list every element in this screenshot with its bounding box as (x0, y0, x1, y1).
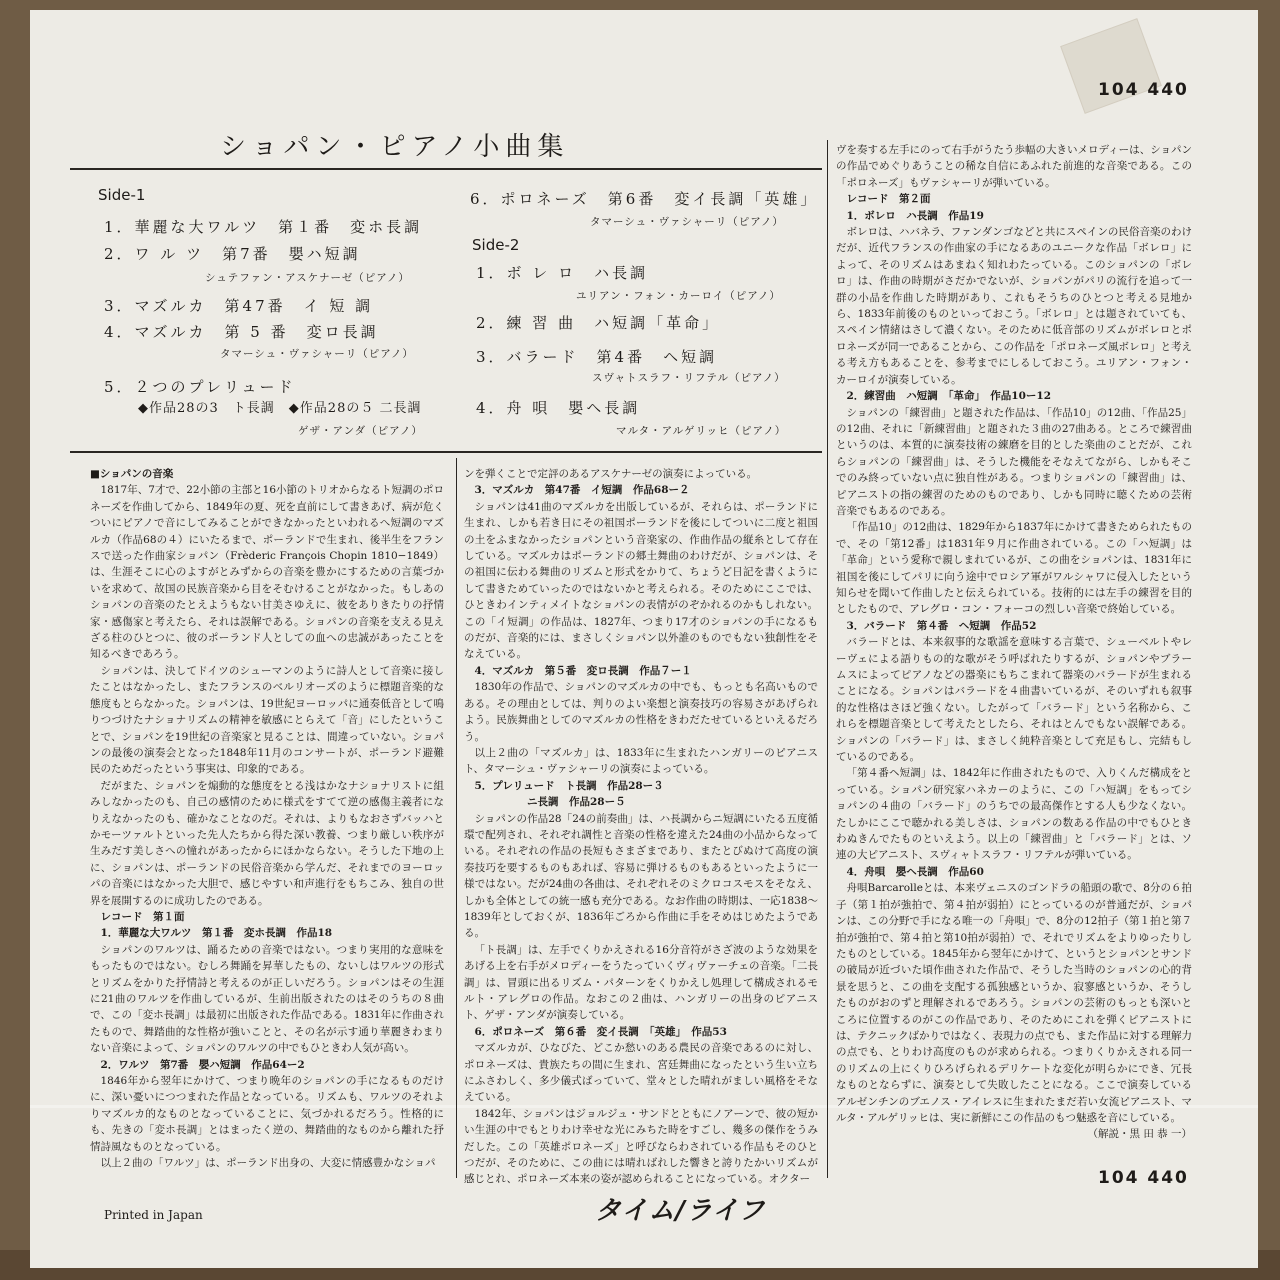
side2-track-4-performer: マルタ・アルゲリッヒ（ピアノ） (616, 425, 787, 437)
side2-track-4: 4．舟 唄 嬰ヘ長調 (476, 399, 641, 417)
notes-paragraph: バラードとは、本来叙事的な歌謡を意味する言葉で、シューベルトやレーヴェによる語りもの的な歌がそう呼ばれたりするが、ショパンやブラームスによってピアノなどの器楽にもちこまれて器楽のバラードが生まれることになる。ショパンはバラードを４曲書いているが、そのいずれも叙事的な性格はさほど強くない。したがって「バラード」という名称から、これらを標題音楽として考えたとしたら、それはとんでもない誤解である。ショパンの「バラード」は、まさしく純粋音楽として充足もし、完結もしているのである。 (836, 636, 1192, 764)
side1-track-5-performer: ゲザ・アンダ（ピアノ） (298, 425, 423, 437)
piece-heading: 6．ポロネーズ 第６番 変イ長調 「英雄」 作品53 (474, 1025, 727, 1038)
side1-track-5: 5．２つのプレリュード (104, 378, 296, 396)
printed-in-japan: Printed in Japan (104, 1208, 203, 1222)
notes-paragraph: 1846年から翌年にかけて、つまり晩年のショパンの手になるものだけに、深い憂いにつつまれた作品となっている。リズムも、ワルツのそれよりマズルカ的なものとなっていることに、気づかれるだろう。性格的にも、先きの「変ホ長調」とはまったく逆の、舞踏曲的なものから離れた抒情詩風なものとなっている。 (90, 1075, 444, 1153)
piece-heading: 4．舟唄 嬰ヘ長調 作品60 (846, 865, 984, 878)
piece-heading: 2．練習曲 ハ短調 「革命」 作品10ー12 (846, 390, 1052, 403)
side1-track-4-performer: タマーシュ・ヴァシャーリ（ピアノ） (220, 348, 414, 360)
liner-notes-sheet (30, 10, 1258, 1268)
notes-column-2 (464, 466, 818, 1186)
notes-paragraph: ショパンの「練習曲」と題された作品は、「作品10」の12曲、「作品25」の12曲、それに「新練習曲」と題された３曲の27曲ある。ところで練習曲というのは、本質的に演奏技術の練磨を目的とした楽曲のことだが、これらショパンの「練習曲」は、そうした機能をそなえてながら、しかもそこでのみ終っていない点に独自性がある。つまりショパンの「練習曲」は、ピアニストの指の練習のためのものであり、しかも同時に聴くための芸術音楽でもあるのである。 (836, 406, 1192, 517)
notes-paragraph: ショパンは、決してドイツのシューマンのように詩人として音楽に接したことはなかったし、またフランスのベルリオーズのように標題音楽的な態度もとらなかった。ショパンは、19世紀ヨーロッパに通奏低音として鳴りつづけたナショナリズムの精神を敏感にとらえて「音」にしたということで、ショパンを19世紀の音楽家と見ることは、間違っていない。ショパンの最後の演奏会となった1848年11月のコンサートが、ポーランド避難民のためだったという事実は、印象的である。 (90, 664, 444, 776)
album-title: ショパン・ピアノ小曲集 (220, 132, 570, 162)
tracklist-rule (70, 451, 822, 453)
column-divider-1 (456, 458, 457, 1178)
side1-track-6: 6．ポロネーズ 第6番 変イ長調「英雄」 (470, 190, 819, 208)
piece-heading: 2．ワルツ 第7番 嬰ハ短調 作品64ー2 (100, 1058, 305, 1071)
notes-paragraph: だがまた、ショパンを煽動的な態度をとる浅はかなナショナリストに組みしなかったのも、自己の感情のために様式をすてて逆の感傷主義者になりえなかったのも、確かなことなのだ。それは、よりもなおさずバッハとかモーツァルトといった先人たちから得た深い教養、つまり厳しい秩序が生みだす美しさへの憧れがあったからにほかならない。そうした下地の上に、ショパンは、ポーランドの民俗音楽から学んだ、それまでのヨーロッパの音楽にはなかった大胆で、感じやすい和声進行をもちこみ、独自の世界を展開するのに成功したのである。 (90, 779, 444, 907)
time-life-logo: タイム/ライフ (595, 1196, 766, 1226)
notes-paragraph: 「作品10」の12曲は、1829年から1837年にかけて書きためられたもので、その「第12番」は1831年９月に作曲されている。この「ハ短調」は「革命」という愛称で親しまれているが、この曲をショパンは、1831年に祖国を後にしてパリに向う途中でロシア軍がワルシャワに侵入したという知らせを聞いて作曲したと伝えられている。技術的には左手の練習を目的としたもので、アレグロ・コン・フォーコの烈しい音楽で終始している。 (836, 521, 1192, 616)
side1-track-6-performer: タマーシュ・ヴァシャーリ（ピアノ） (590, 216, 784, 228)
side2-track-2: 2．練 習 曲 ハ短調「革命」 (476, 314, 721, 332)
notes-paragraph: 舟唄Barcarolleとは、本来ヴェニスのゴンドラの船頭の歌で、8分の６拍子（第１拍が強拍で、第４拍が弱拍）にとっているのが普通だが、ショパンは、この分野で手になる唯一の「舟唄」で、8分の12拍子（第１拍と第７拍が強拍で、第４拍と第10拍が弱拍）で、それでリズムをよりゆったりしたものとしている。1845年から翌年にかけて、というとショパンとサンドの破局が近づいた頃作曲された作品で、そうした当時のショパンの心的背景を思うと、この曲を支配する孤独感というか、寂寥感というか、そうしたものがおのずと理解されるであろう。ショパンの芸術のもっとも深いところに位置するのがこの作品であり、そのためにこれを弾くピアニストには、テクニックばかりではなく、表現力の点でも、また作品に対する理解力の点でも、とりわけ高度のものが求められる。つまりくりかえされる同一のリズムの上にくりひろげられるデリケートな変化が明らかにでき、冗長なものとならずに、演奏として失敗したことになる。ここで演奏しているアルゼンチンのブエノス・アイレスに生まれたまだ若い女流ピアニスト、マルタ・アルゲリッヒは、実に新鮮にこの作品のもつ魅惑を音にしている。 (836, 882, 1192, 1124)
side1-track-1: 1．華麗な大ワルツ 第１番 変ホ長調 (104, 218, 423, 236)
catalog-number-bottom: 104 440 (1098, 1168, 1189, 1188)
piece-heading: 3．マズルカ 第47番 イ短調 作品68ー２ (474, 484, 690, 497)
side2-label: Side-2 (472, 236, 520, 254)
notes-paragraph: 以上２曲の「ワルツ」は、ポーランド出身の、大変に情感豊かなショパ (100, 1157, 436, 1170)
side1-track-2-performer: シュテファン・アスケナーゼ（ピアノ） (205, 272, 410, 284)
piece-heading: 1．華麗な大ワルツ 第１番 変ホ長調 作品18 (100, 927, 333, 940)
notes-paragraph: 「ト長調」は、左手でくりかえされる16分音符がさざ波のような効果をあげる上を右手がメロディーをうたっていくヴィヴァーチェの音楽。「二長調」は、冒頭に出るリズム・パターンをくりかえし処理して構成されるモルト・アレグロの作品。なおこの２曲は、ハンガリーの出身のピアニスト、ゲザ・アンダが演奏している。 (464, 943, 818, 1022)
piece-heading: ニ長調 作品28ー５ (527, 796, 626, 809)
notes-column-3 (836, 142, 1192, 1172)
notes-paragraph: ンを弾くことで定評のあるアスケナーゼの演奏によっている。 (464, 468, 758, 480)
record-side-heading: レコード 第１面 (100, 910, 185, 923)
piece-heading: 4．マズルカ 第５番 変ロ長調 作品７ー１ (474, 664, 692, 677)
side2-track-1: 1．ボ レ ロ ハ長調 (476, 264, 649, 282)
column-divider-2 (827, 140, 828, 1178)
notes-paragraph: ショパンのワルツは、踊るための音楽ではない。つまり実用的な意味をもったものではない。むしろ舞踊を昇華したもの、ないしはワルツの形式とリズムをかりた抒情詩と考えるのが正しいだろう。ショパンはその生涯に21曲のワルツを作曲しているが、生前出版されたのはそのうちの８曲で、この「変ホ長調」は最初に出版された作品である。1831年に作曲されたもので、舞踏曲的な性格が強いことと、その名が示す通り華麗きわまりない音楽によって、ショパンのワルツの中でもひときわ人気が高い。 (90, 943, 444, 1055)
side1-track-2: 2．ワ ル ツ 第7番 嬰ハ短調 (104, 245, 361, 263)
side1-track-4: 4．マズルカ 第 5 番 変ロ長調 (104, 323, 379, 341)
notes-paragraph: 「第４番ヘ短調」は、1842年に作曲されたもので、入りくんだ構成をとっている。ショパン研究家ハネカーのように、この「ハ短調」をもってショパンの４曲の「バラード」のうちでの最高傑作とする人も少なくない。たしかにここで聴かれる美しさは、ショパンの数ある作品の中でもひときわぬきんでたものといえよう。以上の「練習曲」と「バラード」とは、ソ連の大ピアニスト、スヴィャトスラフ・リフテルが弾いている。 (836, 767, 1192, 862)
notes-paragraph: ショパンの作品28「24の前奏曲」は、ハ長調からニ短調にいたる五度循環で配列され、それぞれ調性と音楽の性格を違えた24曲の小品からなっている。それぞれの作品の長短もさまざまであり、またとびぬけて高度の演奏技巧を要するものもあれば、容易に弾けるものもあるといったように一様ではない。だが24曲の各曲は、それぞれそのミクロコスモスをそなえ、しかも全体としての統一感も充分である。なお作曲の時期は、一応1838〜1839年としておくが、1836年ごろから作曲に手をそめはじめたようである。 (464, 812, 818, 940)
record-side-heading: レコード 第２面 (846, 193, 931, 206)
notes-heading: ■ショパンの音楽 (90, 468, 174, 480)
side1-label: Side-1 (98, 186, 146, 204)
notes-paragraph: 1842年、ショパンはジョルジュ・サンドとともにノアーンで、彼の短かい生涯の中でもとりわけ幸せな光にみちた時をすごし、幾多の傑作をうみだした。この「英雄ポロネーズ」と呼びならわされている作品もそのひとつだが、そのために、この曲には晴ればれした響きと誇りたかいリズムが感じとれ、ポロネーズ本来の姿が認められることになっている。オクター (464, 1107, 818, 1186)
piece-heading: 5．プレリュード ト長調 作品28ー３ (474, 779, 664, 792)
notes-column-1 (90, 466, 444, 1176)
notes-credit: （解説・黒 田 恭 一） (1087, 1128, 1192, 1141)
notes-paragraph: 1817年、7才で、22小節の主部と16小節のトリオからなるト短調のポロネーズを作曲してから、1849年の夏、死を直前にして書きあげ、病が危くついにピアノで音にしてみることができなかったといわれるへ短調のマズルカ（作品68の４）にいたるまで、ポーランドで生まれ、後半生をフランスで送った作曲家ショパン（Frèderic François Chopin 1810−1849）は、生涯そこに心のよすがとみずからの音楽を豊かにするための言葉づかいを求めて、故国の民族音楽から目をそむけることがなかった。もしあのショパンの音楽のたとえようもない甘美さゆえに、彼をありきたりの抒情家・感傷家と考えたら、それは誤解である。ショパンの音楽を支える見えざる柱のひとつに、彼のポーランド人としての血への忠誠があったことを知るべきであろう。 (90, 484, 444, 661)
title-rule (70, 168, 822, 170)
side2-track-1-performer: ユリアン・フォン・カーロイ（ピアノ） (576, 290, 781, 302)
notes-paragraph: ボレロは、ハバネラ、ファンダンゴなどと共にスペインの民俗音楽のわけだが、近代フランスの作曲家の手になるあのユニークな作品「ボレロ」によって、そのリズムはあまねく知れわたっている。このショパンの「ボレロ」は、作曲の時期がさだかでないが、ショパンがパリの流行を追って一群の小品を作曲した時期があり、これもそうちのひとつと考える見地から、1833年前後のものといっておこう。「ボレロ」とは題されていても、スペイン情緒はさして濃くない。そのために低音部のリズムがボレロとポロネーズが同一であることから、この作品を「ポロネーズ風ボレロ」と考える考え方もあることを、参考までにしるしておこう。ユリアン・フォン・カーロイが演奏している。 (836, 226, 1192, 386)
piece-heading: 1．ボレロ ハ長調 作品19 (846, 209, 984, 222)
side2-track-3: 3．バラード 第4番 ヘ短調 (476, 348, 718, 366)
catalog-number-top: 104 440 (1098, 80, 1189, 100)
side1-track-3: 3．マズルカ 第47番 イ 短 調 (104, 297, 374, 315)
side2-track-3-performer: スヴャトスラフ・リフテル（ピアノ） (592, 372, 786, 384)
notes-paragraph: 1830年の作品で、ショパンのマズルカの中でも、もっとも名高いものである。その理由としては、判りのよい楽想と演奏技巧の容易さがあげられよう。民族舞曲としてのマズルカの性格をきわだたせているといえるだろう。 (464, 681, 818, 743)
piece-heading: 3．バラード 第４番 ヘ短調 作品52 (846, 619, 1037, 632)
notes-paragraph: マズルカが、ひなびた、どこか愁いのある農民の音楽であるのに対し、ポロネーズは、貴族たちの間に生まれ、宮廷舞曲になったという生い立ちにふさわしく、多少儀式ばっていて、堂々とした晴れがましい風格をそなえている。 (464, 1042, 818, 1104)
notes-paragraph: 以上２曲の「マズルカ」は、1833年に生まれたハンガリーのピアニスト、タマーシュ・ヴァシャーリの演奏によっている。 (464, 746, 818, 776)
notes-paragraph: ショパンは41曲のマズルカを出版しているが、それらは、ポーランドに生まれ、しかも若き日にその祖国ポーランドを後にしてついに二度と祖国の土をふまなかったショパンという音楽家の、作曲作品の縦糸として存在している。マズルカはポーランドの郷土舞曲のわけだが、ショパンは、その祖国に伝わる舞曲のリズムと形式をかりて、ちょうど日記を書くようにして書きためていったのではないかと考えられる。そのためにここでは、ひときわインティメイトなショパンの表情がのぞかれるのかもしれない。この「イ短調」の作品は、1827年、つまり17才のショパンの手になるものだが、音楽的には、まさしくショパン以外誰のものでもない独創性をそなえている。 (464, 500, 818, 661)
notes-paragraph: ヴを奏する左手にのって右手がうたう歩幅の大きいメロディーは、ショパンの作品でめぐりあうことの稀な自信にあふれた前進的な音楽である。この「ポロネーズ」もヴァシャーリが弾いている。 (836, 144, 1192, 189)
side1-track-5-sub: ◆作品28の3 ト長調 ◆作品28の５ 二長調 (138, 401, 422, 416)
